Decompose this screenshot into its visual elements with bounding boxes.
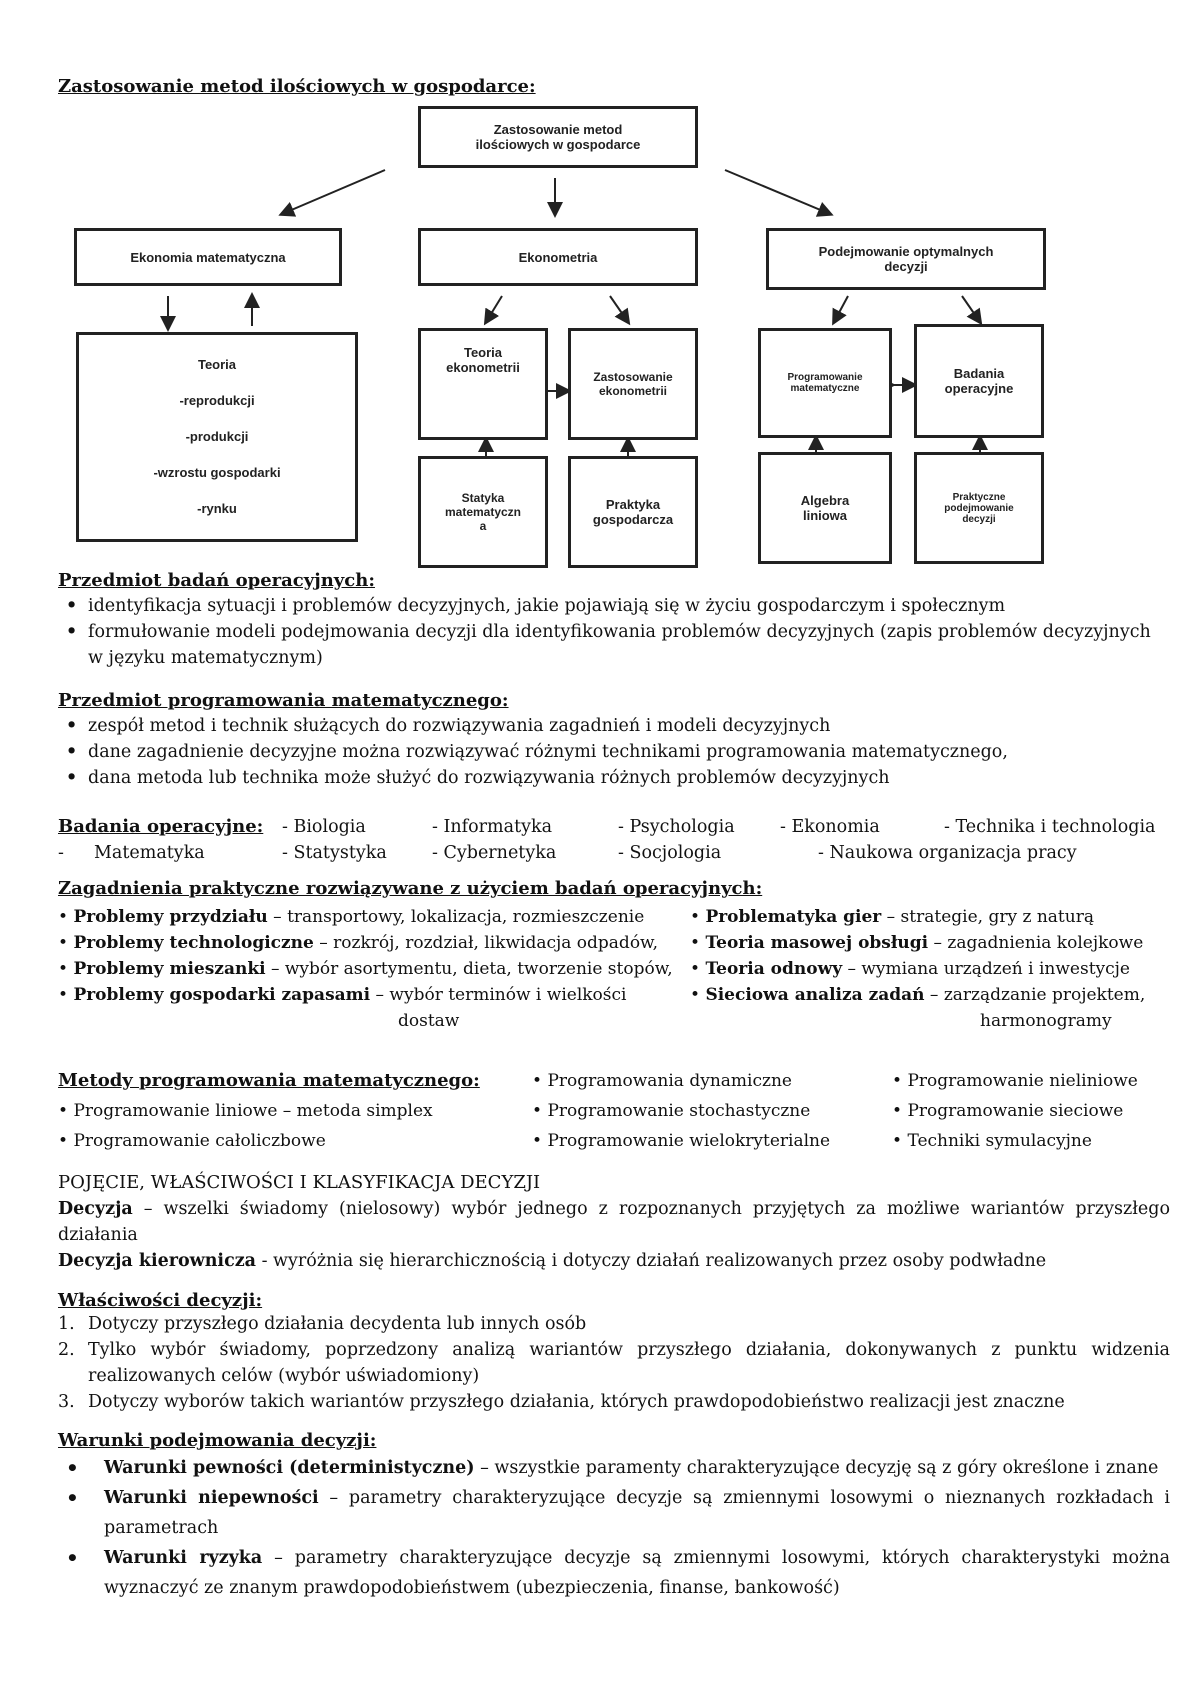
box-teoria-ekonometrii: Teoria ekonometrii: [418, 328, 548, 440]
list-item: 3. Dotyczy wyborów takich wariantów przyszłego działania, których prawdopodobieństwo realizacji jest znaczne: [58, 1392, 1065, 1412]
definition-decyzja-kierownicza: Decyzja kierownicza - wyróżnia się hierarchicznością i dotyczy działań realizowanych przez osoby podwładne: [58, 1251, 1047, 1271]
box-ekonomia-matematyczna: Ekonomia matematyczna: [74, 228, 342, 286]
field-item: - Ekonomia: [780, 817, 880, 837]
list-item: • Warunki niepewności – parametry charakteryzujące decyzje są zmiennymi losowymi o nieznanych rozkładach i parametrach: [58, 1483, 1170, 1543]
arrow-decyzji-programowanie: [834, 296, 848, 322]
list-item: • Problematyka gier – strategie, gry z naturą: [690, 907, 1094, 927]
list-item: • Warunki pewności (deterministyczne) – wszystkie paramenty charakteryzujące decyzję są z góry określone i znane: [58, 1453, 1170, 1483]
diagram: [0, 100, 1200, 570]
section-heading: POJĘCIE, WŁAŚCIWOŚCI I KLASYFIKACJA DECYZJI: [58, 1172, 541, 1193]
list-item: • Programowanie sieciowe: [892, 1101, 1124, 1121]
field-item: -: [58, 843, 64, 863]
list-item: 2. Tylko wybór świadomy, poprzedzony analizą wariantów przyszłego działania, dokonywanych z punktu widzenia realizowanych celów (wybór uświadomiony): [58, 1340, 1170, 1386]
list-item-continuation: harmonogramy: [980, 1011, 1112, 1031]
list-item: • dana metoda lub technika może służyć do rozwiązywania różnych problemów decyzyjnych: [58, 765, 1170, 791]
section-wlasciwosci: [58, 1290, 1170, 1415]
box-teoria: Teoria -reprodukcji -produkcji -wzrostu gospodarki -rynku: [76, 332, 358, 542]
list-item: • formułowanie modeli podejmowania decyzji dla identyfikowania problemów decyzyjnych (zapis problemów decyzyjnych w języku matematycznym): [58, 619, 1170, 671]
section-metody: [58, 1066, 1170, 1162]
section-heading: Właściwości decyzji:: [58, 1290, 263, 1311]
field-item: - Biologia: [282, 817, 366, 837]
list-item: • Programowania dynamiczne: [532, 1071, 792, 1091]
list-item: • Problemy technologiczne – rozkrój, rozdział, likwidacja odpadów,: [58, 933, 658, 953]
field-item: - Technika i technologia: [944, 817, 1156, 837]
section-warunki: [58, 1430, 1170, 1603]
list-item: • Teoria odnowy – wymiana urządzeń i inwestycje: [690, 959, 1130, 979]
field-item: - Socjologia: [618, 843, 722, 863]
field-item: - Psychologia: [618, 817, 735, 837]
box-badania-operacyjne: Badania operacyjne: [914, 324, 1044, 438]
box-praktyka-gospodarcza: Praktyka gospodarcza: [568, 456, 698, 568]
arrow-root-left: [282, 170, 385, 214]
metody-col3: [892, 1066, 1138, 1156]
section-heading: Przedmiot programowania matematycznego:: [58, 690, 509, 711]
box-praktyczne-podejmowanie: Praktyczne podejmowanie decyzji: [914, 452, 1044, 564]
list-item: • Techniki symulacyjne: [892, 1131, 1092, 1151]
definition-decyzja: Decyzja – wszelki świadomy (nielosowy) wybór jednego z rozpoznanych przyjętych za możliwe wariantów przyszłego działania: [58, 1199, 1170, 1245]
list-item-continuation: dostaw: [398, 1011, 460, 1031]
list-item: • Programowanie wielokryterialne: [532, 1131, 831, 1151]
section-heading: Zagadnienia praktyczne rozwiązywane z użyciem badań operacyjnych:: [58, 878, 763, 899]
arrow-ekonometria-zastosowanie: [610, 296, 628, 322]
box-zastosowanie-ekonometrii: Zastosowanie ekonometrii: [568, 328, 698, 440]
list-item: • zespół metod i technik służących do rozwiązywania zagadnień i modeli decyzyjnych: [58, 713, 1170, 739]
list-item: 1. Dotyczy przyszłego działania decydenta lub innych osób: [58, 1314, 587, 1334]
list-item: • Programowanie stochastyczne: [532, 1101, 811, 1121]
page-title: Zastosowanie metod ilościowych w gospodarce:: [58, 76, 536, 97]
field-item: Matematyka: [94, 843, 205, 863]
list-item: • Sieciowa analiza zadań – zarządzanie projektem,: [690, 985, 1146, 1005]
arrow-decyzji-badania: [962, 296, 980, 322]
section-przedmiot-pm: [58, 690, 1170, 791]
box-podejmowanie-decyzji: Podejmowanie optymalnych decyzji: [766, 228, 1046, 290]
arrow-root-right: [725, 170, 830, 214]
zagadnienia-right: [690, 904, 1170, 1034]
field-item: - Informatyka: [432, 817, 553, 837]
field-item: - Statystyka: [282, 843, 387, 863]
list-item: • dane zagadnienie decyzyjne można rozwiązywać różnymi technikami programowania matematycznego,: [58, 739, 1170, 765]
list-item: • Problemy gospodarki zapasami – wybór terminów i wielkości: [58, 985, 627, 1005]
field-item: - Cybernetyka: [432, 843, 557, 863]
section-badania-operacyjne: [58, 814, 1170, 870]
list-item: • Programowanie nieliniowe: [892, 1071, 1138, 1091]
zagadnienia-left: [58, 904, 688, 1034]
list-item: • Teoria masowej obsługi – zagadnienia kolejkowe: [690, 933, 1144, 953]
box-root: Zastosowanie metod ilościowych w gospodarce: [418, 106, 698, 168]
box-programowanie-matematyczne: Programowanie matematyczne: [758, 328, 892, 438]
list-item: • Programowanie całoliczbowe: [58, 1131, 326, 1151]
box-statyka-matematyczna: Statyka matematyczn a: [418, 456, 548, 568]
section-pojecie: [58, 1170, 1170, 1274]
list-item: • Programowanie liniowe – metoda simplex: [58, 1101, 433, 1121]
section-heading: Warunki podejmowania decyzji:: [58, 1430, 377, 1451]
box-ekonometria: Ekonometria: [418, 228, 698, 286]
list-item: • Warunki ryzyka – parametry charakteryzujące decyzje są zmiennymi losowymi, których charakterystyki można wyznaczyć ze znanym prawdopodobieństwem (ubezpieczenia, finanse, bankowość): [58, 1543, 1170, 1603]
metody-col1: [58, 1066, 480, 1156]
list-item: • Problemy przydziału – transportowy, lokalizacja, rozmieszczenie: [58, 907, 645, 927]
list-item: • identyfikacja sytuacji i problemów decyzyjnych, jakie pojawiają się w życiu gospodarczym i społecznym: [58, 593, 1170, 619]
metody-col2: [532, 1066, 830, 1156]
field-item: - Naukowa organizacja pracy: [818, 843, 1077, 863]
box-algebra-liniowa: Algebra liniowa: [758, 452, 892, 564]
section-heading: Badania operacyjne:: [58, 816, 264, 837]
section-heading: Metody programowania matematycznego:: [58, 1070, 480, 1091]
section-heading: Przedmiot badań operacyjnych:: [58, 570, 375, 591]
section-zagadnienia: [58, 878, 1170, 1038]
list-item: • Problemy mieszanki – wybór asortymentu, dieta, tworzenie stopów,: [58, 959, 673, 979]
section-przedmiot-bo: [58, 570, 1170, 671]
arrow-ekonometria-teoria: [486, 296, 502, 322]
